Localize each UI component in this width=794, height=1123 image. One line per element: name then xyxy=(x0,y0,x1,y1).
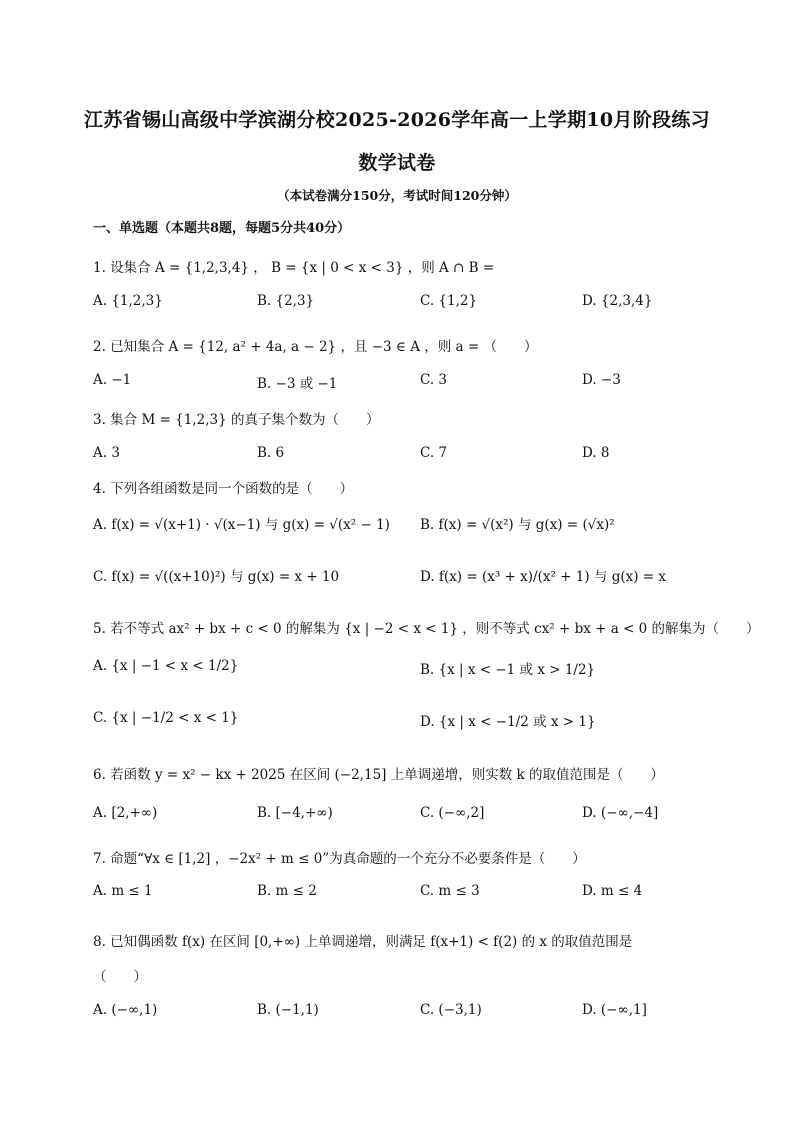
question-8-stem: 8. 已知偶函数 f(x) 在区间 [0,+∞) 上单调递增，则满足 f(x+1) < f(2) 的 x 的取值范围是 xyxy=(93,934,633,950)
q2-option-b: B. −3 或 −1 xyxy=(257,376,338,392)
q7-option-b: B. m ≤ 2 xyxy=(257,883,317,899)
question-7-stem: 7. 命题“∀x ∈ [1,2] ，−2x² + m ≤ 0”为真命题的一个充分不必要条件是（ ） xyxy=(93,851,586,867)
question-8-stem-cont: （ ） xyxy=(93,969,147,985)
q1-option-a: A. {1,2,3} xyxy=(93,293,163,309)
q1-option-c: C. {1,2} xyxy=(420,293,478,309)
q5-option-b: B. {x | x < −1 或 x > 1/2} xyxy=(420,662,596,678)
q4-option-c: C. f(x) = √((x+10)²) 与 g(x) = x + 10 xyxy=(93,569,340,585)
q8-option-b: B. (−1,1) xyxy=(257,1002,319,1018)
question-1-stem: 1. 设集合 A = {1,2,3,4} ， B = {x | 0 < x < 3} ，则 A ∩ B = xyxy=(93,260,495,276)
q5-option-d: D. {x | x < −1/2 或 x > 1} xyxy=(420,714,596,730)
q7-option-c: C. m ≤ 3 xyxy=(420,883,480,899)
exam-note: （本试卷满分150分，考试时间120分钟） xyxy=(277,188,517,203)
q5-option-c: C. {x | −1/2 < x < 1} xyxy=(93,710,239,726)
q6-option-a: A. [2,+∞) xyxy=(93,805,158,821)
q1-option-b: B. {2,3} xyxy=(257,293,315,309)
q6-option-c: C. (−∞,2] xyxy=(420,805,485,821)
q7-option-d: D. m ≤ 4 xyxy=(582,883,643,899)
q1-option-d: D. {2,3,4} xyxy=(582,293,653,309)
q2-option-a: A. −1 xyxy=(93,372,132,388)
q4-option-b: B. f(x) = √(x²) 与 g(x) = (√x)² xyxy=(420,517,615,533)
q5-option-a: A. {x | −1 < x < 1/2} xyxy=(93,658,239,674)
question-4-stem: 4. 下列各组函数是同一个函数的是（ ） xyxy=(93,481,354,497)
exam-title: 江苏省锡山高级中学滨湖分校2025-2026学年高一上学期10月阶段练习 xyxy=(84,109,710,131)
question-3-stem: 3. 集合 M = {1,2,3} 的真子集个数为（ ） xyxy=(93,412,380,428)
question-2-stem: 2. 已知集合 A = {12, a² + 4a, a − 2} ，且 −3 ∈ A ，则 a = （ ） xyxy=(93,339,538,355)
question-5-stem: 5. 若不等式 ax² + bx + c < 0 的解集为 {x | −2 < x < 1} ，则不等式 cx² + bx + a < 0 的解集为（ ） xyxy=(93,621,760,637)
q8-option-d: D. (−∞,1] xyxy=(582,1002,647,1018)
q6-option-d: D. (−∞,−4] xyxy=(582,805,659,821)
exam-subtitle: 数学试卷 xyxy=(358,152,436,174)
question-6-stem: 6. 若函数 y = x² − kx + 2025 在区间 (−2,15] 上单调递增，则实数 k 的取值范围是（ ） xyxy=(93,767,664,783)
q4-option-a: A. f(x) = √(x+1) · √(x−1) 与 g(x) = √(x² − 1) xyxy=(93,517,390,533)
q8-option-a: A. (−∞,1) xyxy=(93,1002,158,1018)
section-heading: 一、单选题（本题共8题，每题5分共40分） xyxy=(93,221,351,236)
q3-option-b: B. 6 xyxy=(257,445,285,461)
q8-option-c: C. (−3,1) xyxy=(420,1002,482,1018)
q4-option-d: D. f(x) = (x³ + x)/(x² + 1) 与 g(x) = x xyxy=(420,569,666,585)
q7-option-a: A. m ≤ 1 xyxy=(93,883,153,899)
q3-option-d: D. 8 xyxy=(582,445,610,461)
q3-option-a: A. 3 xyxy=(93,445,120,461)
q3-option-c: C. 7 xyxy=(420,445,448,461)
q2-option-d: D. −3 xyxy=(582,372,621,388)
q2-option-c: C. 3 xyxy=(420,372,448,388)
q6-option-b: B. [−4,+∞) xyxy=(257,805,333,821)
